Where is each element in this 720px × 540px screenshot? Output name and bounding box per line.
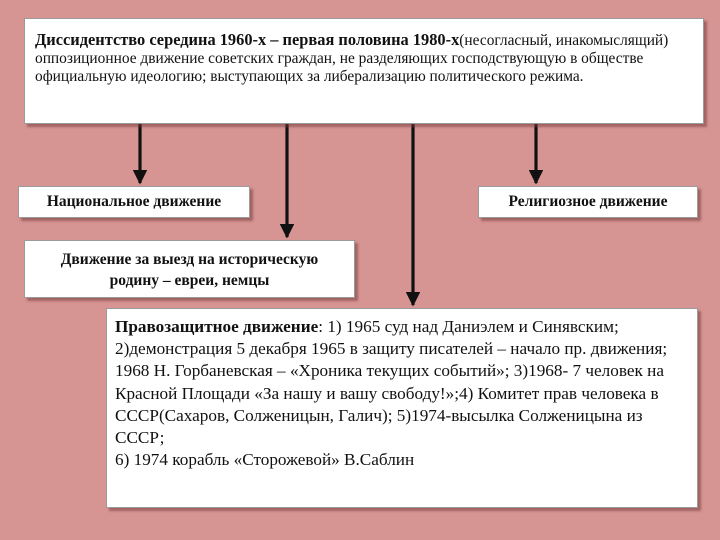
human-rights-title: Правозащитное движение [115,317,319,336]
dissidence-definition-box [24,18,704,124]
religious-movement-box [478,186,698,218]
emigration-line-2: родину – евреи, немцы [109,272,270,289]
dissidence-title: Диссидентство середина 1960-х – первая половина 1980-х [35,30,460,49]
dissidence-definition: (несогласный, инакомыслящий) оппозиционное движение советских граждан, не разделяющих господствующую в обществе официальную идеологию; выступающих за либерализацию политического режима. [35,32,669,85]
human-rights-movement-box [106,308,698,508]
national-movement-box [18,186,250,218]
religious-movement-label: Религиозное движение [508,193,668,210]
human-rights-last-line: 6) 1974 корабль «Сторожевой» В.Саблин [115,450,415,470]
emigration-line-1: Движение за выезд на историческую [60,251,319,268]
national-movement-label: Национальное движение [46,193,222,210]
emigration-movement-box [24,240,355,298]
human-rights-body: : 1) 1965 суд над Даниэлем и Синявским; 2)демонстрация 5 декабря 1965 в защиту писателей – начало пр. движения; 1968 Н. Горбаневская – «Хроника текущих событий»; 3)1968- 7 человек на Красной Площади «За нашу и вашу свободу!»;4) Комитет прав человека в СССР(Сахаров, Солженицын, Галич); 5)1974-высылка Солженицына из СССР; [115,317,668,448]
